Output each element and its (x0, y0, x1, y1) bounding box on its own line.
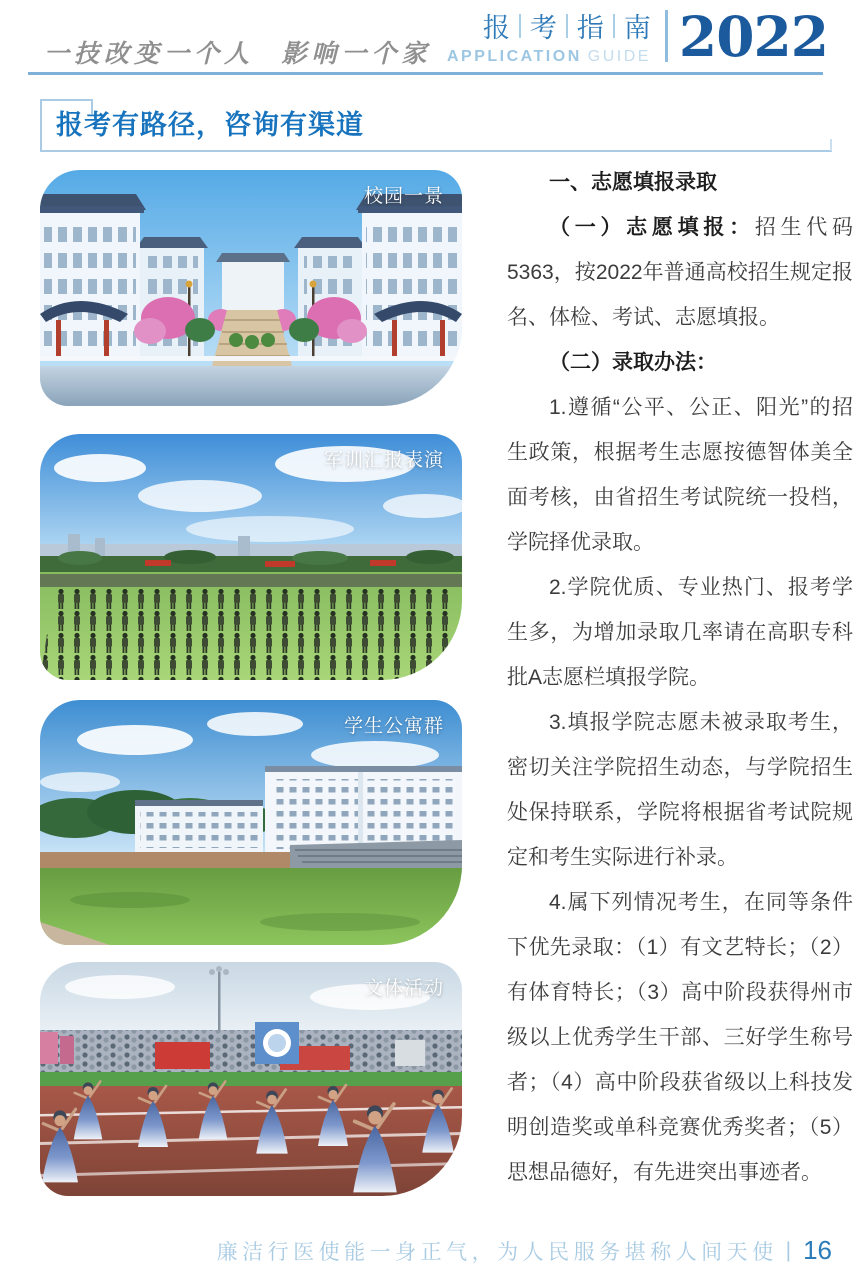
divider-bar (519, 14, 521, 38)
footer-divider: | (785, 1238, 792, 1262)
page-number: 16 (803, 1235, 832, 1265)
article-heading-1: 一、志愿填报录取 (549, 171, 717, 194)
photo-military-training (40, 434, 462, 680)
section-title: 报考有路径，咨询有渠道 (56, 110, 364, 140)
footer-motto: 廉洁行医使能一身正气，为人民服务堪称人间天使 (216, 1240, 778, 1264)
policy-item: 4.属下列情况考生，在同等条件下优先录取：（1）有文艺特长；（2）有体育特长；（3）高中阶段获得州市级以上优秀学生干部、三好学生称号者；（4）高中阶段获省级以上科技发明创造奖或单科竞赛优秀奖者；（5）思想品德好，有先进突出事迹者。 (507, 891, 853, 1184)
photo-student-apartments (40, 700, 462, 945)
header-rule (28, 72, 823, 75)
photo-activities (40, 962, 462, 1196)
policy-item: 1.遵循“公平、公正、阳光”的招生政策，根据考生志愿按德智体美全面考核，由省招生考试院统一投档，学院择优录取。 (507, 396, 853, 554)
policy-item: 2.学院优质、专业热门、报考学生多，为增加录取几率请在高职专科批A志愿栏填报学院。 (507, 576, 853, 689)
photo-label: 学生公寓群 (343, 716, 444, 737)
divider-bar (566, 14, 568, 38)
section-underline (40, 150, 832, 152)
header-slogan: 一技改变一个人 影响一个家 (44, 39, 432, 68)
guide-title-cn: 报 考 指 南 (482, 13, 651, 43)
year-divider (665, 10, 668, 62)
paragraph-lead: （一）志愿填报： (549, 216, 755, 239)
section-underline-tick (830, 139, 832, 151)
admission-article (507, 160, 853, 1195)
section-bracket-left (40, 99, 42, 152)
guide-year: 2022 (678, 3, 828, 69)
divider-bar (613, 14, 615, 38)
section-bracket-top (40, 99, 93, 101)
policy-item: 3.填报学院志愿未被录取考生，密切关注学院招生动态，与学院招生处保持联系，学院将根据省考试院规定和考生实际进行补录。 (507, 711, 853, 869)
page-footer (217, 1235, 832, 1266)
guide-title-en: APPLICATION GUIDE (446, 48, 651, 65)
photo-label: 文体活动 (363, 978, 444, 999)
photo-label: 校园一景 (363, 186, 444, 207)
article-heading-2: （二）录取办法： (549, 351, 717, 374)
photo-label: 军训汇报表演 (323, 450, 444, 471)
photo-campus-view (40, 170, 462, 406)
paragraph-application: （一）志愿填报：招生代码5363，按2022年普通高校招生规定报名、体检、考试、志愿填报。 (507, 216, 854, 329)
header-brand (446, 3, 828, 69)
